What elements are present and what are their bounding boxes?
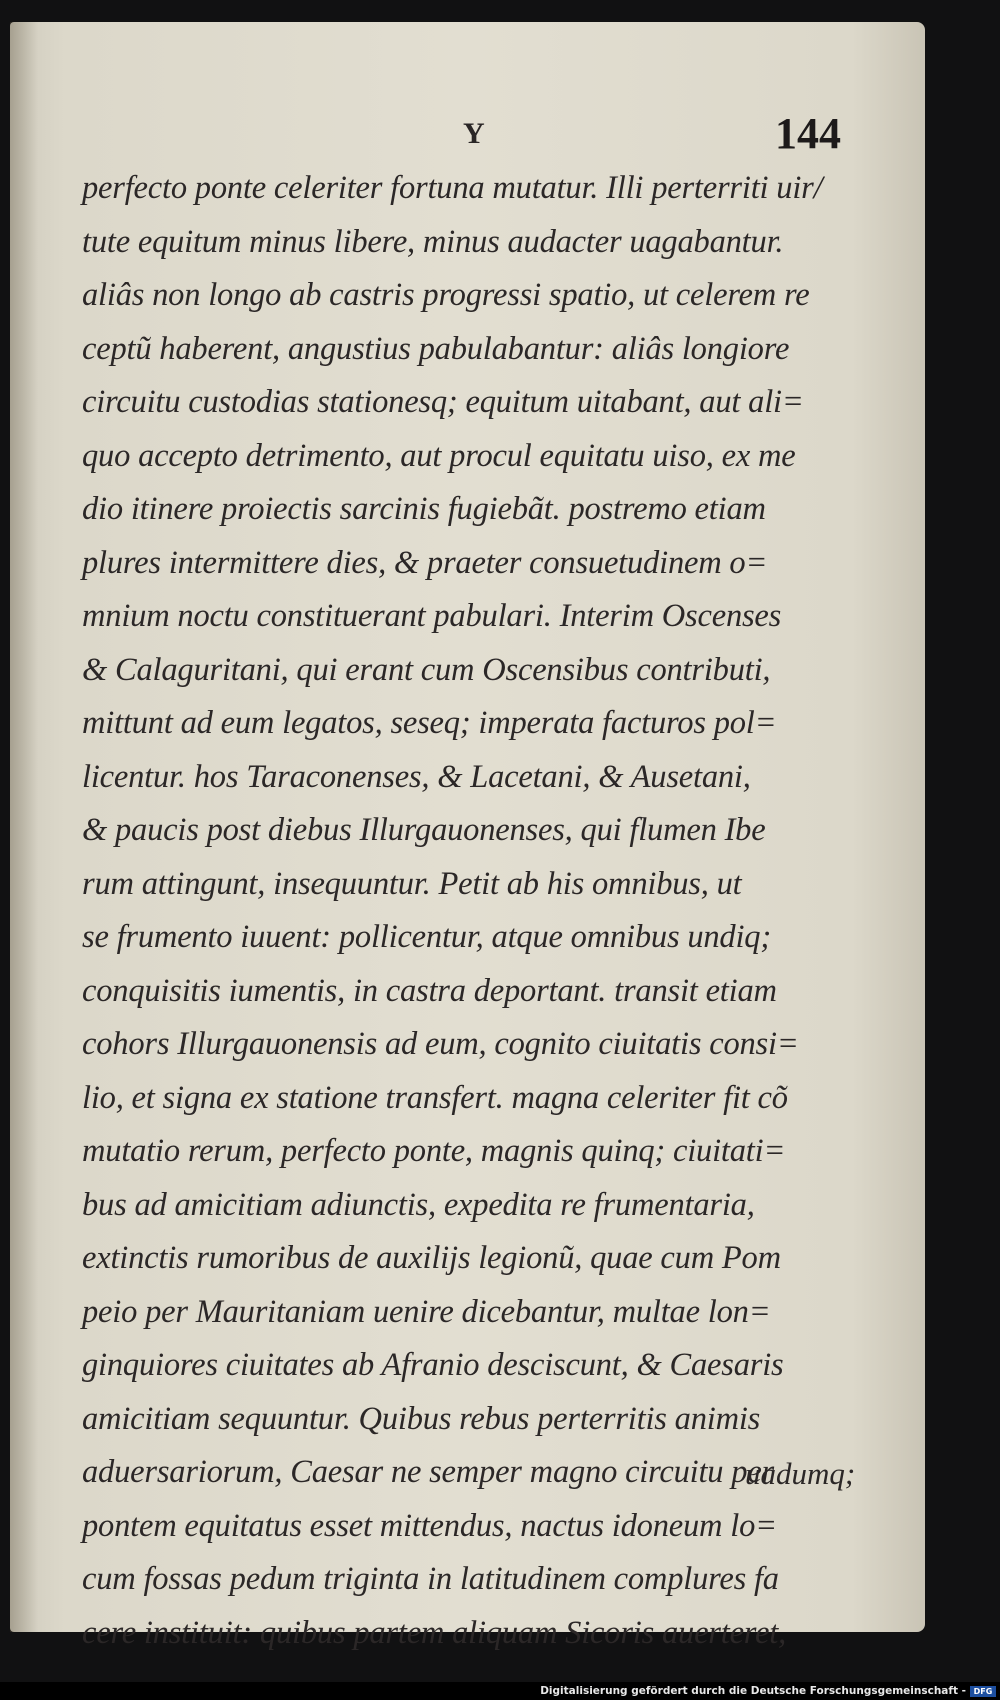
book-page	[10, 22, 925, 1651]
text-line: mutatio rerum, perfecto ponte, magnis quinq; ciuitati=	[82, 1133, 786, 1169]
text-line: se frumento iuuent: pollicentur, atque omnibus undiq;	[82, 919, 771, 955]
text-line: aduersariorum, Caesar ne semper magno circuitu per	[82, 1454, 775, 1490]
signature-mark: Y	[463, 117, 485, 150]
funding-credit: Digitalisierung gefördert durch die Deutsche Forschungsgemeinschaft -	[540, 1685, 966, 1697]
text-line: peio per Mauritaniam uenire dicebantur, multae lon=	[82, 1293, 771, 1330]
catchword: uadumq;	[745, 1456, 856, 1491]
dfg-logo-icon: DFG	[970, 1686, 996, 1697]
text-line: conquisitis iumentis, in castra deportant. transit etiam	[82, 972, 777, 1009]
text-line: quo accepto detrimento, aut procul equitatu uiso, ex me	[82, 437, 796, 474]
text-line: rum attingunt, insequuntur. Petit ab his omnibus, ut	[82, 865, 742, 902]
text-line: & Calaguritani, qui erant cum Oscensibus contributi,	[82, 651, 771, 688]
text-line: aliâs non longo ab castris progressi spatio, ut celerem re	[82, 277, 810, 313]
body-text	[82, 162, 872, 1660]
text-line: plures intermittere dies, & praeter consuetudinem o=	[82, 544, 768, 581]
text-line: bus ad amicitiam adiunctis, expedita re frumentaria,	[82, 1186, 755, 1223]
text-line: licentur. hos Taraconenses, & Lacetani, & Ausetani,	[82, 758, 751, 795]
text-line: & paucis post diebus Illurgauonenses, qui flumen Ibe	[82, 812, 766, 848]
text-line: cum fossas pedum triginta in latitudinem complures fa	[82, 1561, 779, 1597]
text-line: mnium noctu constituerant pabulari. Interim Oscenses	[82, 598, 782, 634]
text-line: pontem equitatus esset mittendus, nactus idoneum lo=	[82, 1507, 777, 1544]
text-line: ceptũ haberent, angustius pabulabantur: aliâs longiore	[82, 330, 790, 367]
footer-bar	[0, 1682, 1000, 1700]
text-line: circuitu custodias stationesq; equitum uitabant, aut ali=	[82, 384, 804, 420]
text-line: mittunt ad eum legatos, seseq; imperata facturos pol=	[82, 705, 777, 741]
text-line: cohors Illurgauonensis ad eum, cognito ciuitatis consi=	[82, 1026, 799, 1062]
text-line: dio itinere proiectis sarcinis fugiebãt. postremo etiam	[82, 491, 766, 527]
text-line: tute equitum minus libere, minus audacter uagabantur.	[82, 223, 784, 260]
text-line: extinctis rumoribus de auxilijs legionũ, quae cum Pom	[82, 1240, 781, 1276]
text-line: cere instituit: quibus partem aliquam Sicoris auerteret,	[82, 1614, 787, 1651]
text-line: amicitiam sequuntur. Quibus rebus perterritis animis	[82, 1400, 761, 1437]
text-line: perfecto ponte celeriter fortuna mutatur. Illi perterriti uir/	[82, 170, 823, 206]
text-line: lio, et signa ex statione transfert. magna celeriter fit cõ	[82, 1079, 788, 1116]
page-number: 144	[775, 109, 841, 158]
text-line: ginquiores ciuitates ab Afranio desciscunt, & Caesaris	[82, 1347, 784, 1383]
